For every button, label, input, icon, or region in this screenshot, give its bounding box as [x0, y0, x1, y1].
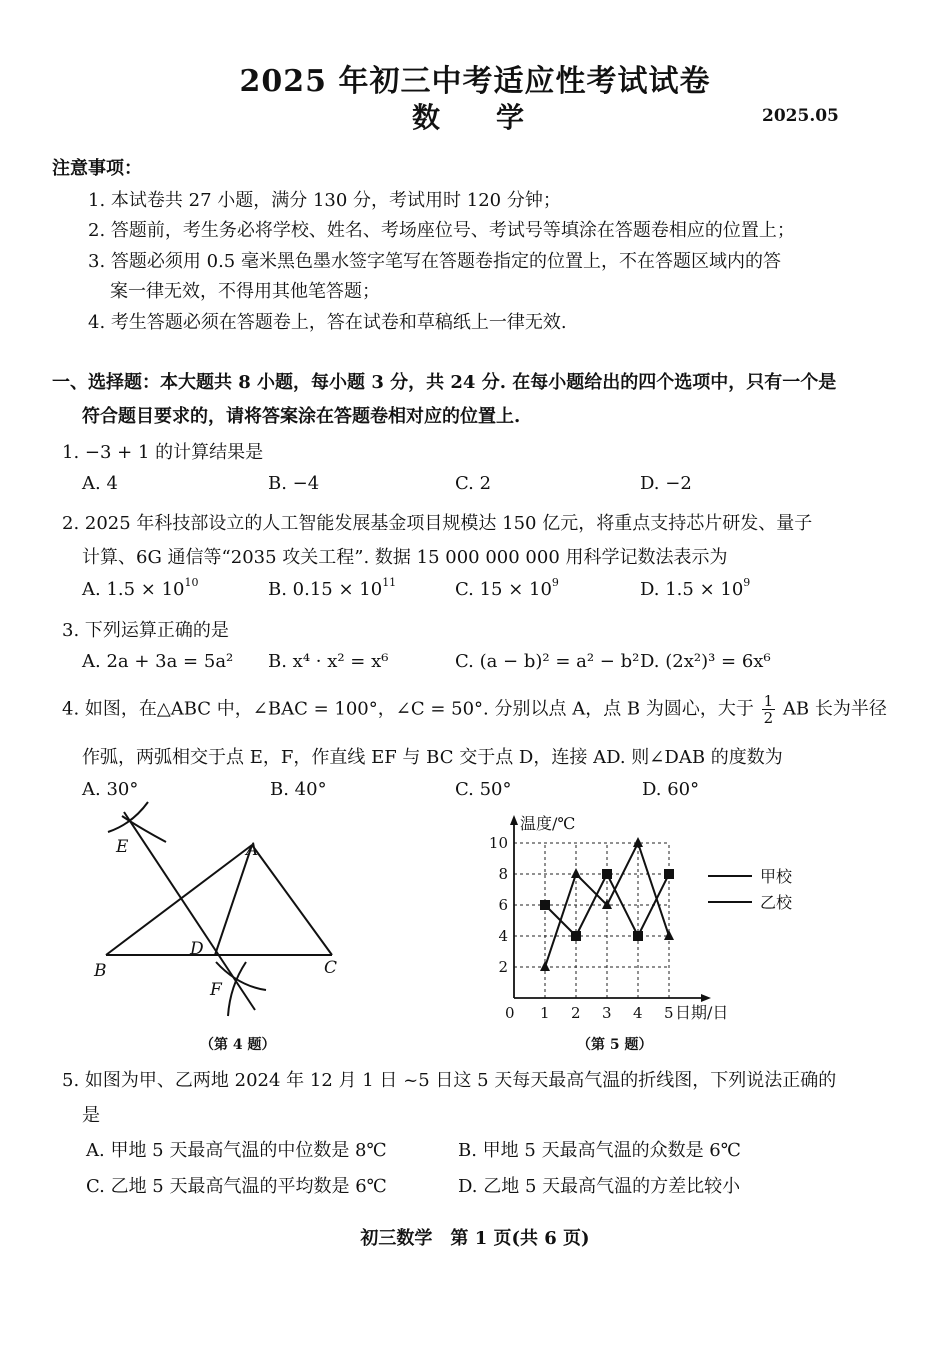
data-point-jia	[571, 931, 581, 941]
section1-intro: 一、选择题：本大题共 8 小题，每小题 3 分，共 24 分. 在每小题给出的四个选项中，只有一个是	[52, 372, 837, 393]
q5-option-c: C. 乙地 5 天最高气温的平均数是 6℃	[86, 1176, 387, 1197]
y-tick-label: 6	[498, 896, 508, 914]
data-point-jia	[540, 900, 550, 910]
x-tick-label: 5	[664, 1004, 674, 1022]
q2-option-d: D. $1.5 \times 10^9$	[640, 576, 751, 600]
legend-label: 乙校	[760, 893, 793, 912]
chart-xlabel: 日期/日	[675, 1003, 729, 1022]
y-tick-label: 8	[498, 865, 508, 883]
data-point-yi	[571, 868, 581, 878]
q5-stem-cont: 是	[82, 1105, 100, 1126]
q1-option-b: B. −4	[268, 473, 320, 494]
chart-ylabel: 温度/℃	[520, 814, 576, 833]
y-tick-label: 2	[498, 958, 508, 976]
notice-item-3: 3. 答题必须用 0.5 毫米黑色墨水签字笔写在答题卷指定的位置上，不在答题区域内的答	[88, 251, 781, 272]
x-tick-label: 0	[505, 1004, 515, 1022]
segment-ab	[106, 845, 252, 955]
q3-stem: 3. 下列运算正确的是	[62, 620, 229, 641]
label-b: B	[94, 961, 107, 981]
q4-option-a: A. 30°	[82, 779, 139, 800]
x-tick-label: 2	[571, 1004, 581, 1022]
q1-option-c: C. 2	[455, 473, 492, 494]
notice-heading: 注意事项：	[52, 158, 142, 179]
data-point-yi	[664, 930, 674, 940]
arc-e-2	[122, 816, 166, 842]
exam-title: 2025 年初三中考适应性考试试卷	[239, 64, 711, 99]
q2-option-c: C. $15 \times 10^9$	[455, 576, 559, 600]
half-fraction: $\frac{1}{2}$	[763, 692, 774, 727]
subject-title: 数 学	[411, 101, 538, 134]
page-footer: 初三数学 第 1 页(共 6 页)	[360, 1228, 590, 1249]
notice-item-3-cont: 案一律无效，不得用其他笔答题；	[110, 281, 380, 302]
x-tick-label: 3	[602, 1004, 612, 1022]
data-point-yi	[633, 837, 643, 847]
q2-stem-cont: 计算、6G 通信等“2035 攻关工程”. 数据 15 000 000 000 用科学记数法表示为	[82, 547, 728, 568]
q1-stem: 1. −3 + 1 的计算结果是	[62, 442, 264, 463]
y-axis-arrow	[510, 815, 518, 825]
legend-label: 甲校	[760, 867, 793, 886]
notice-item-1: 1. 本试卷共 27 小题，满分 130 分，考试用时 120 分钟；	[88, 190, 561, 211]
q2-option-a: A. $1.5 \times 10^{10}$	[82, 576, 199, 600]
q3-option-d: D. (2x²)³ = 6x⁶	[640, 651, 771, 672]
data-point-jia	[664, 869, 674, 879]
data-point-yi	[540, 961, 550, 971]
label-c: C	[324, 958, 338, 978]
q4-stem: 4. 如图，在△ABC 中，∠BAC = 100°，∠C = 50°. 分别以点 A，点 B 为圆心，大于 $\frac{1}{2}$ AB 长为半径	[62, 692, 887, 727]
q5-caption: （第 5 题）	[577, 1037, 653, 1053]
q5-option-b: B. 甲地 5 天最高气温的众数是 6℃	[458, 1140, 741, 1161]
x-axis-arrow	[701, 994, 711, 1002]
q2-option-b: B. $0.15 \times 10^{11}$	[268, 576, 397, 600]
y-tick-label: 4	[498, 927, 508, 945]
data-point-jia	[633, 931, 643, 941]
q2-stem: 2. 2025 年科技部设立的人工智能发展基金项目规模达 150 亿元，将重点支持芯片研发、量子	[62, 513, 813, 534]
arc-f-2	[228, 962, 246, 1016]
q5-line-chart	[480, 810, 810, 1025]
y-tick-label: 10	[488, 834, 508, 852]
q4-caption: （第 4 题）	[200, 1037, 276, 1053]
q3-option-a: A. 2a + 3a = 5a²	[82, 651, 234, 672]
notice-item-2: 2. 答题前，考生务必将学校、姓名、考场座位号、考试号等填涂在答题卷相应的位置上；	[88, 220, 795, 241]
q3-option-b: B. x⁴ · x² = x⁶	[268, 651, 389, 672]
section1-intro-cont: 符合题目要求的，请将答案涂在答题卷相对应的位置上.	[82, 406, 521, 427]
arc-f-1	[216, 962, 266, 990]
label-f: F	[210, 980, 222, 1000]
q4-stem-cont: 作弧，两弧相交于点 E，F，作直线 EF 与 BC 交于点 D，连接 AD. 则∠DAB 的度数为	[82, 747, 783, 768]
q4-geometry-figure	[80, 800, 370, 1030]
q4-option-c: C. 50°	[455, 779, 512, 800]
x-tick-label: 1	[540, 1004, 550, 1022]
q5-option-a: A. 甲地 5 天最高气温的中位数是 8℃	[86, 1140, 387, 1161]
q4-option-d: D. 60°	[642, 779, 700, 800]
q3-option-c: C. (a − b)² = a² − b²	[455, 651, 640, 672]
data-point-jia	[602, 869, 612, 879]
q1-option-a: A. 4	[82, 473, 118, 494]
exam-date: 2025.05	[762, 106, 839, 126]
segment-ad	[215, 845, 252, 955]
label-a: A	[246, 840, 259, 860]
segment-ac	[252, 845, 332, 955]
label-e: E	[116, 837, 129, 857]
q4-option-b: B. 40°	[270, 779, 327, 800]
q5-stem: 5. 如图为甲、乙两地 2024 年 12 月 1 日 ~5 日这 5 天每天最高气温的折线图，下列说法正确的	[62, 1070, 837, 1091]
label-d: D	[190, 939, 204, 959]
x-tick-label: 4	[633, 1004, 643, 1022]
q1-option-d: D. −2	[640, 473, 692, 494]
notice-item-4: 4. 考生答题必须在答题卷上，答在试卷和草稿纸上一律无效.	[88, 312, 567, 333]
q5-option-d: D. 乙地 5 天最高气温的方差比较小	[458, 1176, 741, 1197]
